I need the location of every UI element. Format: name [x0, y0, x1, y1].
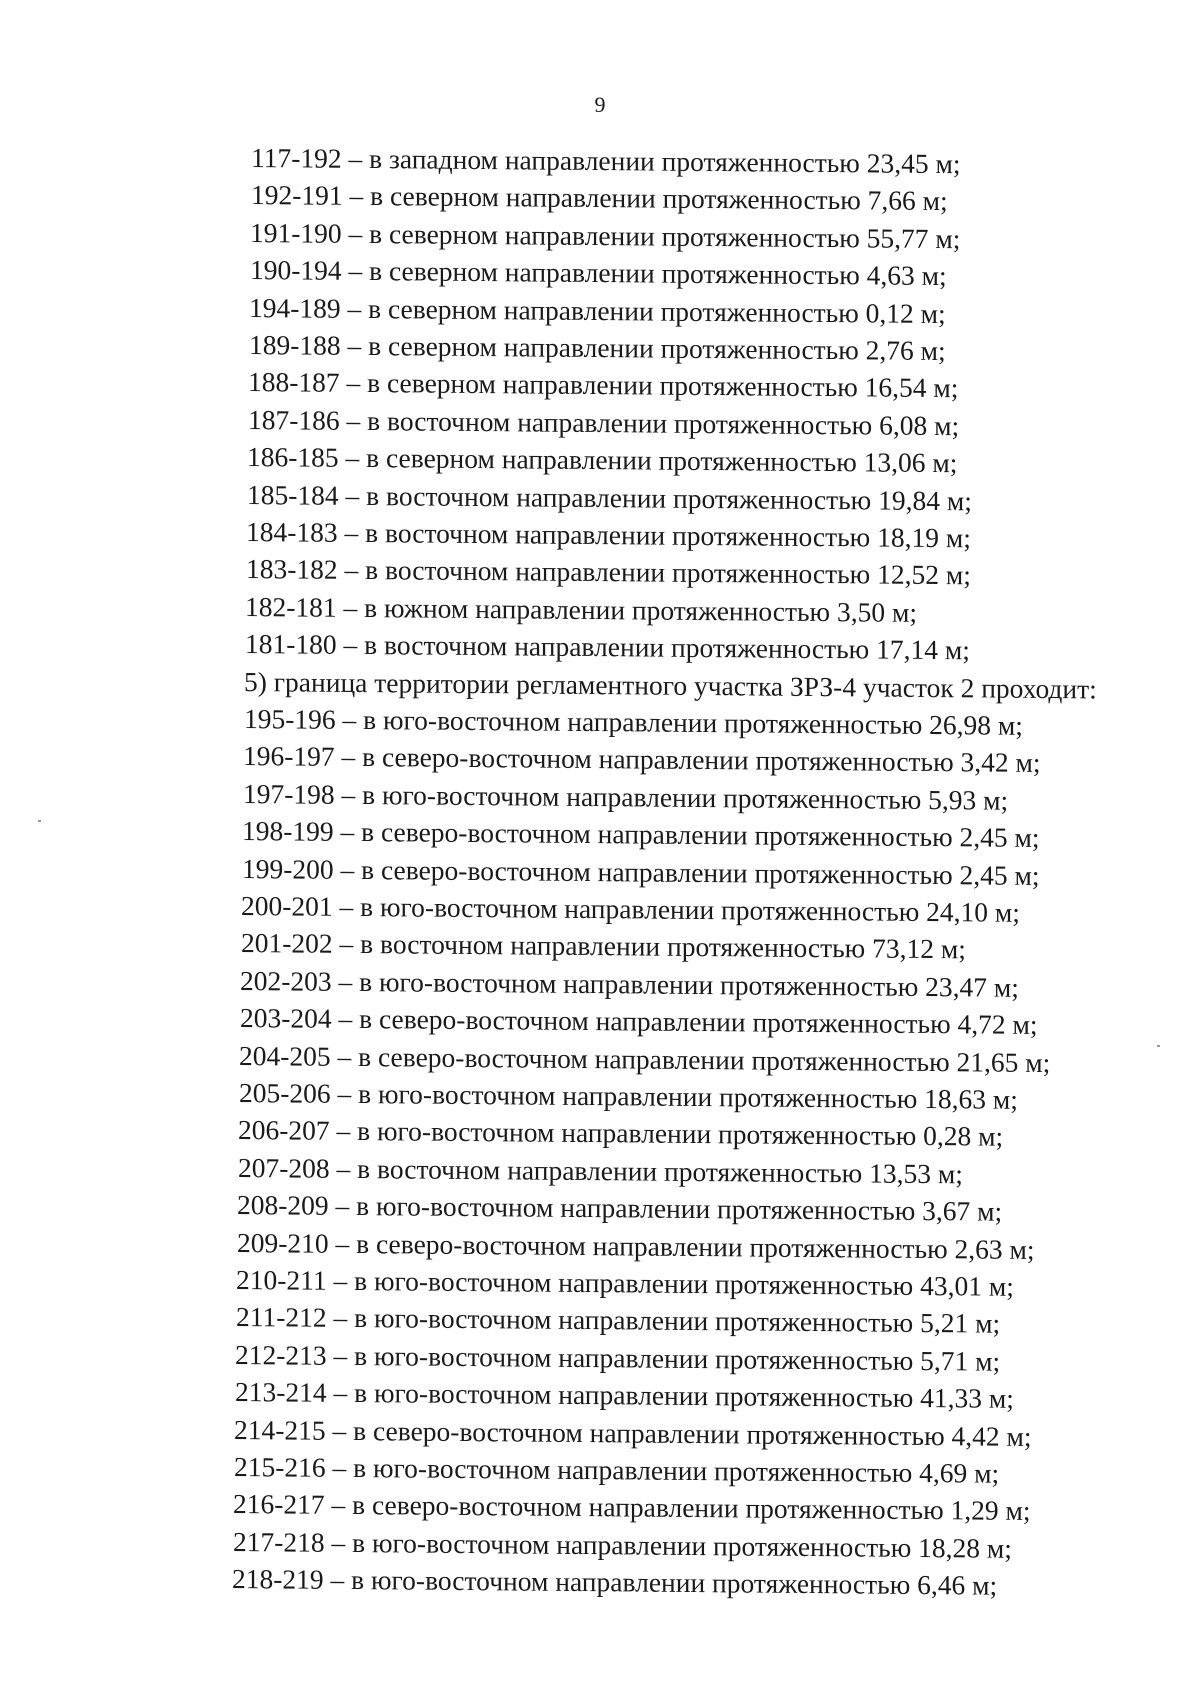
page-number: 9 — [594, 92, 606, 117]
boundary-segment-line: 197-198 – в юго-восточном направлении протяженностью 5,93 м; — [242, 777, 1008, 816]
boundary-segment-line: 186-185 – в северном направлении протяженностью 13,06 м; — [247, 441, 958, 479]
boundary-segment-line: 201-202 – в восточном направлении протяженностью 73,12 м; — [240, 927, 966, 965]
boundary-segment-line: 218-219 – в юго-восточном направлении протяженностью 6,46 м; — [232, 1563, 998, 1601]
boundary-segment-line: 182-181 – в южном направлении протяженностью 3,50 м; — [245, 590, 918, 628]
boundary-segment-line: 191-190 – в северном направлении протяженностью 55,77 м; — [250, 216, 961, 254]
boundary-segment-line: 190-194 – в северном направлении протяженностью 4,63 м; — [249, 254, 947, 292]
boundary-segment-line: 216-217 – в северо-восточном направлении протяженностью 1,29 м; — [233, 1488, 1031, 1527]
boundary-segment-line: 208-209 – в юго-восточном направлении протяженностью 3,67 м; — [237, 1189, 1003, 1227]
boundary-segment-line: 211-212 – в юго-восточном направлении протяженностью 5,21 м; — [235, 1301, 1000, 1340]
boundary-segment-line: 184-183 – в восточном направлении протяженностью 18,19 м; — [246, 516, 971, 554]
boundary-segment-line: 117-192 – в западном направлении протяженностью 23,45 м; — [251, 142, 961, 180]
boundary-segment-line: 213-214 – в юго-восточном направлении протяженностью 41,33 м; — [234, 1376, 1014, 1414]
boundary-segment-line: 196-197 – в северо-восточном направлении протяженностью 3,42 м; — [243, 740, 1041, 779]
boundary-segment-line: 188-187 – в северном направлении протяженностью 16,54 м; — [248, 366, 959, 404]
boundary-segment-line: 202-203 – в юго-восточном направлении протяженностью 23,47 м; — [240, 964, 1019, 1003]
boundary-segment-line: 181-180 – в восточном направлении протяженностью 17,14 м; — [244, 628, 970, 666]
boundary-segment-line: 207-208 – в восточном направлении протяженностью 13,53 м; — [237, 1151, 963, 1190]
boundary-segment-line: 205-206 – в юго-восточном направлении протяженностью 18,63 м; — [238, 1077, 1018, 1115]
boundary-segment-line: 187-186 – в восточном направлении протяженностью 6,08 м; — [247, 403, 959, 442]
boundary-segment-line: 183-182 – в восточном направлении протяженностью 12,52 м; — [245, 553, 971, 591]
boundary-segment-line: 192-191 – в северном направлении протяженностью 7,66 м; — [250, 179, 948, 217]
boundary-segment-line: 210-211 – в юго-восточном направлении протяженностью 43,01 м; — [236, 1264, 1014, 1302]
section-heading: 5) граница территории регламентного участка ЗРЗ-4 участок 2 проходит: — [244, 665, 1097, 705]
boundary-segment-line: 212-213 – в юго-восточном направлении протяженностью 5,71 м; — [235, 1338, 1001, 1377]
boundary-segment-line: 209-210 – в северо-восточном направлении протяженностью 2,63 м; — [236, 1226, 1035, 1265]
boundary-segment-line: 215-216 – в юго-восточном направлении протяженностью 4,69 м; — [233, 1451, 999, 1489]
boundary-segment-line: 203-204 – в северо-восточном направлении протяженностью 4,72 м; — [239, 1002, 1038, 1041]
boundary-segment-line: 214-215 – в северо-восточном направлении протяженностью 4,42 м; — [234, 1413, 1032, 1452]
scan-speck — [38, 820, 41, 822]
boundary-segment-line: 199-200 – в северо-восточном направлении протяженностью 2,45 м; — [241, 852, 1040, 891]
boundary-segment-line: 195-196 – в юго-восточном направлении протяженностью 26,98 м; — [243, 703, 1023, 741]
boundary-segment-line: 189-188 – в северном направлении протяженностью 2,76 м; — [248, 329, 946, 367]
boundary-segment-line: 185-184 – в восточном направлении протяженностью 19,84 м; — [246, 478, 972, 516]
scan-speck — [1157, 1045, 1160, 1047]
boundary-segment-line: 194-189 – в северном направлении протяженностью 0,12 м; — [249, 291, 946, 329]
boundary-segment-line: 200-201 – в юго-восточном направлении протяженностью 24,10 м; — [241, 890, 1020, 928]
boundary-segment-line: 204-205 – в северо-восточном направлении протяженностью 21,65 м; — [239, 1039, 1051, 1078]
boundary-segment-line: 217-218 – в юго-восточном направлении протяженностью 18,28 м; — [232, 1525, 1012, 1564]
boundary-segment-line: 206-207 – в юго-восточном направлении протяженностью 0,28 м; — [238, 1114, 1004, 1153]
boundary-segment-line: 198-199 – в северо-восточном направлении протяженностью 2,45 м; — [242, 815, 1040, 854]
